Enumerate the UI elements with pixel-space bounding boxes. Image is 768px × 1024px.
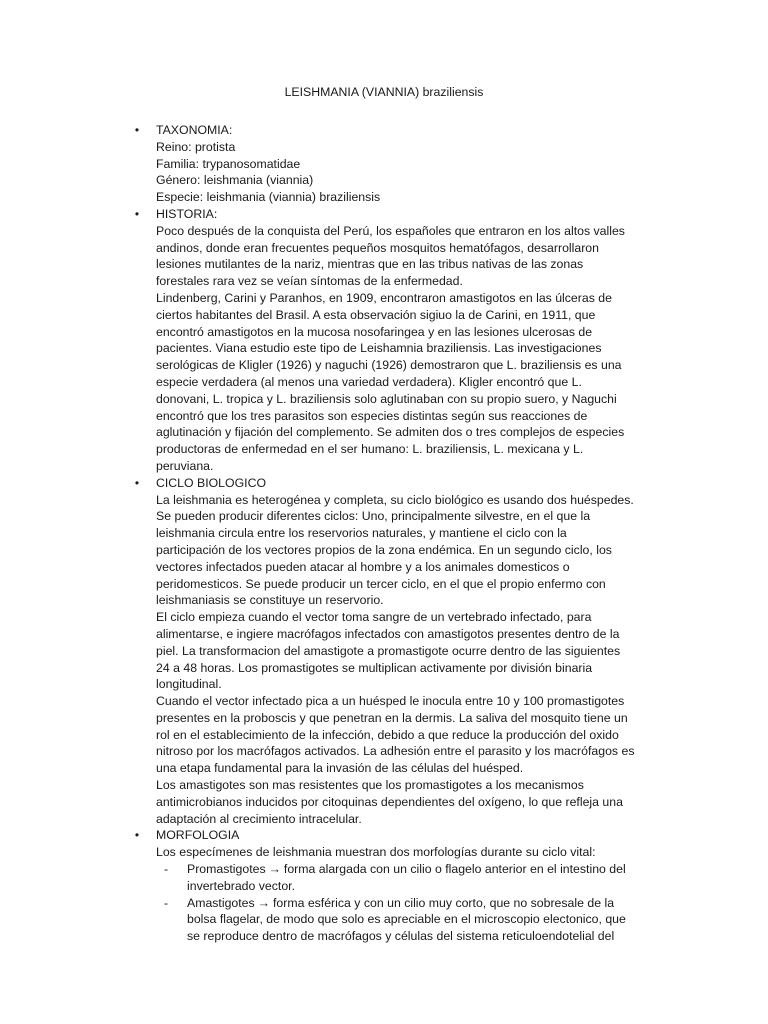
text-line: especie verdadera (al menos una variedad verdadera). Kligler encontró que L. (156, 374, 582, 389)
taxonomy-line: Especie: leishmania (viannia) braziliensis (156, 190, 381, 205)
text-line: aglutinación y fijación del complemento. Se admiten dos o tres complejos de especies (156, 425, 625, 440)
text-line: La leishmania es heterogénea y completa, su ciclo biológico es usando dos huéspedes. (156, 492, 634, 507)
text-line: Lindenberg, Carini y Paranhos, en 1909, encontraron amastigotos en las úlceras de (156, 290, 612, 305)
text-line: pacientes. Viana estudio este tipo de Leishamnia braziliensis. Las investigaciones (156, 341, 602, 356)
list-item-first-line (187, 861, 660, 878)
text-line: encontró amastigotos en la mucosa nosofaringea y en las lesiones ulcerosas de (156, 324, 593, 339)
text-line: Poco después de la conquista del Perú, los españoles que entraron en los altos valles (156, 223, 625, 238)
text-line: una etapa fundamental para la invasión de las células del huésped. (156, 761, 524, 776)
section-heading: TAXONOMIA: (156, 123, 233, 137)
list-item-term: Amastigotes (187, 895, 255, 910)
document-body (132, 122, 660, 945)
text-line: lesiones mutilantes de la nariz, mientras que en las tribus nativas de las zonas (156, 257, 584, 272)
section-heading: HISTORIA: (156, 206, 218, 221)
text-line: peruviana. (156, 458, 214, 473)
bullet-icon: • (134, 828, 140, 843)
taxonomy-line: Género: leishmania (viannia) (156, 173, 314, 188)
list-item-text: se reproduce dentro de macrófagos y células del sistema reticuloendotelial del (187, 929, 615, 944)
taxonomy-line: Familia: trypanosomatidae (156, 156, 301, 171)
text-line: leishmania circula entre los reservorios naturales, y mantiene el ciclo con la (156, 526, 567, 541)
text-line: antimicrobianos inducidos por citoquinas dependientes del oxígeno, lo que refleja una (156, 794, 623, 809)
section-taxonomia (132, 122, 660, 206)
bullet-icon: • (134, 475, 140, 490)
list-item-text: forma alargada con un cilio o flagelo anterior en el intestino del (283, 862, 626, 877)
list-item-amastigotes (156, 895, 660, 945)
right-arrow-icon: → (268, 862, 281, 877)
text-line: 24 a 48 horas. Los promastigotes se multiplican activamente por división binaria (156, 660, 593, 675)
text-line: andinos, donde eran frecuentes pequeños mosquitos hematófagos, desarrollaron (156, 240, 599, 255)
text-line: alimentarse, e ingiere macrófagos infectados con amastigotos presentes dentro de la (156, 626, 620, 641)
section-morfologia (132, 827, 660, 945)
text-line: longitudinal. (156, 677, 222, 692)
document-title: LEISHMANIA (VIANNIA) braziliensis (284, 85, 484, 99)
section-heading: MORFOLOGIA (156, 828, 240, 843)
text-line: participación de los vectores propios de la zona endémica. En un segundo ciclo, los (156, 542, 612, 557)
text-line: serológicas de Kligler (1926) y naguchi (1926) demostraron que L. braziliensis es una (156, 358, 622, 373)
text-line: peridomesticos. Se puede producir un tercer ciclo, en el que el propio enfermo con (156, 576, 606, 591)
dash-marker: - (163, 862, 169, 877)
text-line: ciertos habitantes del Brasil. A esta observación sigiuo la de Carini, en 1911, que (156, 307, 596, 322)
text-line: piel. La transformacion del amastigote a promastigote ocurre dentro de las siguientes (156, 643, 621, 658)
taxonomy-line: Reino: protista (156, 139, 236, 154)
text-line: Los amastigotes son mas resistentes que los promastigotes a los mecanismos (156, 778, 584, 793)
text-line: adaptación al crecimiento intracelular. (156, 811, 362, 826)
dash-marker: - (163, 895, 169, 910)
text-line: presentes en la proboscis y que penetran en la dermis. La saliva del mosquito tiene un (156, 710, 628, 725)
text-line: leishmaniasis se constituye un reservorio. (156, 593, 384, 608)
section-ciclo-biologico (132, 475, 660, 828)
text-line: donovani, L. tropica y L. braziliensis solo aglutinaban con su propio suero, y Naguchi (156, 391, 617, 406)
list-item-text: bolsa flagelar, de modo que solo es apreciable en el microscopio electonico, que (187, 912, 626, 927)
list-item-promastigotes (156, 861, 660, 895)
text-line: encontró que los tres parasitos son especies distintas según sus reacciones de (156, 408, 588, 423)
text-line: vectores infectados pueden atacar al hombre y a los animales domesticos o (156, 559, 570, 574)
bullet-icon: • (134, 123, 140, 137)
text-line: El ciclo empieza cuando el vector toma sangre de un vertebrado infectado, para (156, 610, 592, 625)
list-item-term: Promastigotes (187, 862, 266, 877)
list-item-text: forma esférica y con un cilio muy corto, que no sobresale de la (272, 895, 615, 910)
list-item-text: invertebrado vector. (187, 878, 295, 893)
text-line: Se pueden producir diferentes ciclos: Uno, principalmente silvestre, en el que la (156, 509, 591, 524)
text-line: forestales rara vez se veían síntomas de la enfermedad. (156, 274, 463, 289)
right-arrow-icon: → (257, 895, 270, 910)
section-historia (132, 206, 660, 475)
bullet-icon: • (134, 206, 140, 221)
text-line: Los especímenes de leishmania muestran dos morfologías durante su ciclo vital: (156, 845, 596, 860)
text-line: Cuando el vector infectado pica a un huésped le inocula entre 10 y 100 promastigotes (156, 694, 625, 709)
list-item-first-line (187, 895, 660, 912)
section-heading: CICLO BIOLOGICO (156, 475, 267, 490)
text-line: nitroso por los macrófagos activados. La adhesión entre el parasito y los macrófagos es (156, 744, 635, 759)
text-line: productoras de enfermedad en el ser humano: L. braziliensis, L. mexicana y L. (156, 442, 584, 457)
text-line: rol en el establecimiento de la infección, debido a que reduce la producción del oxido (156, 727, 619, 742)
